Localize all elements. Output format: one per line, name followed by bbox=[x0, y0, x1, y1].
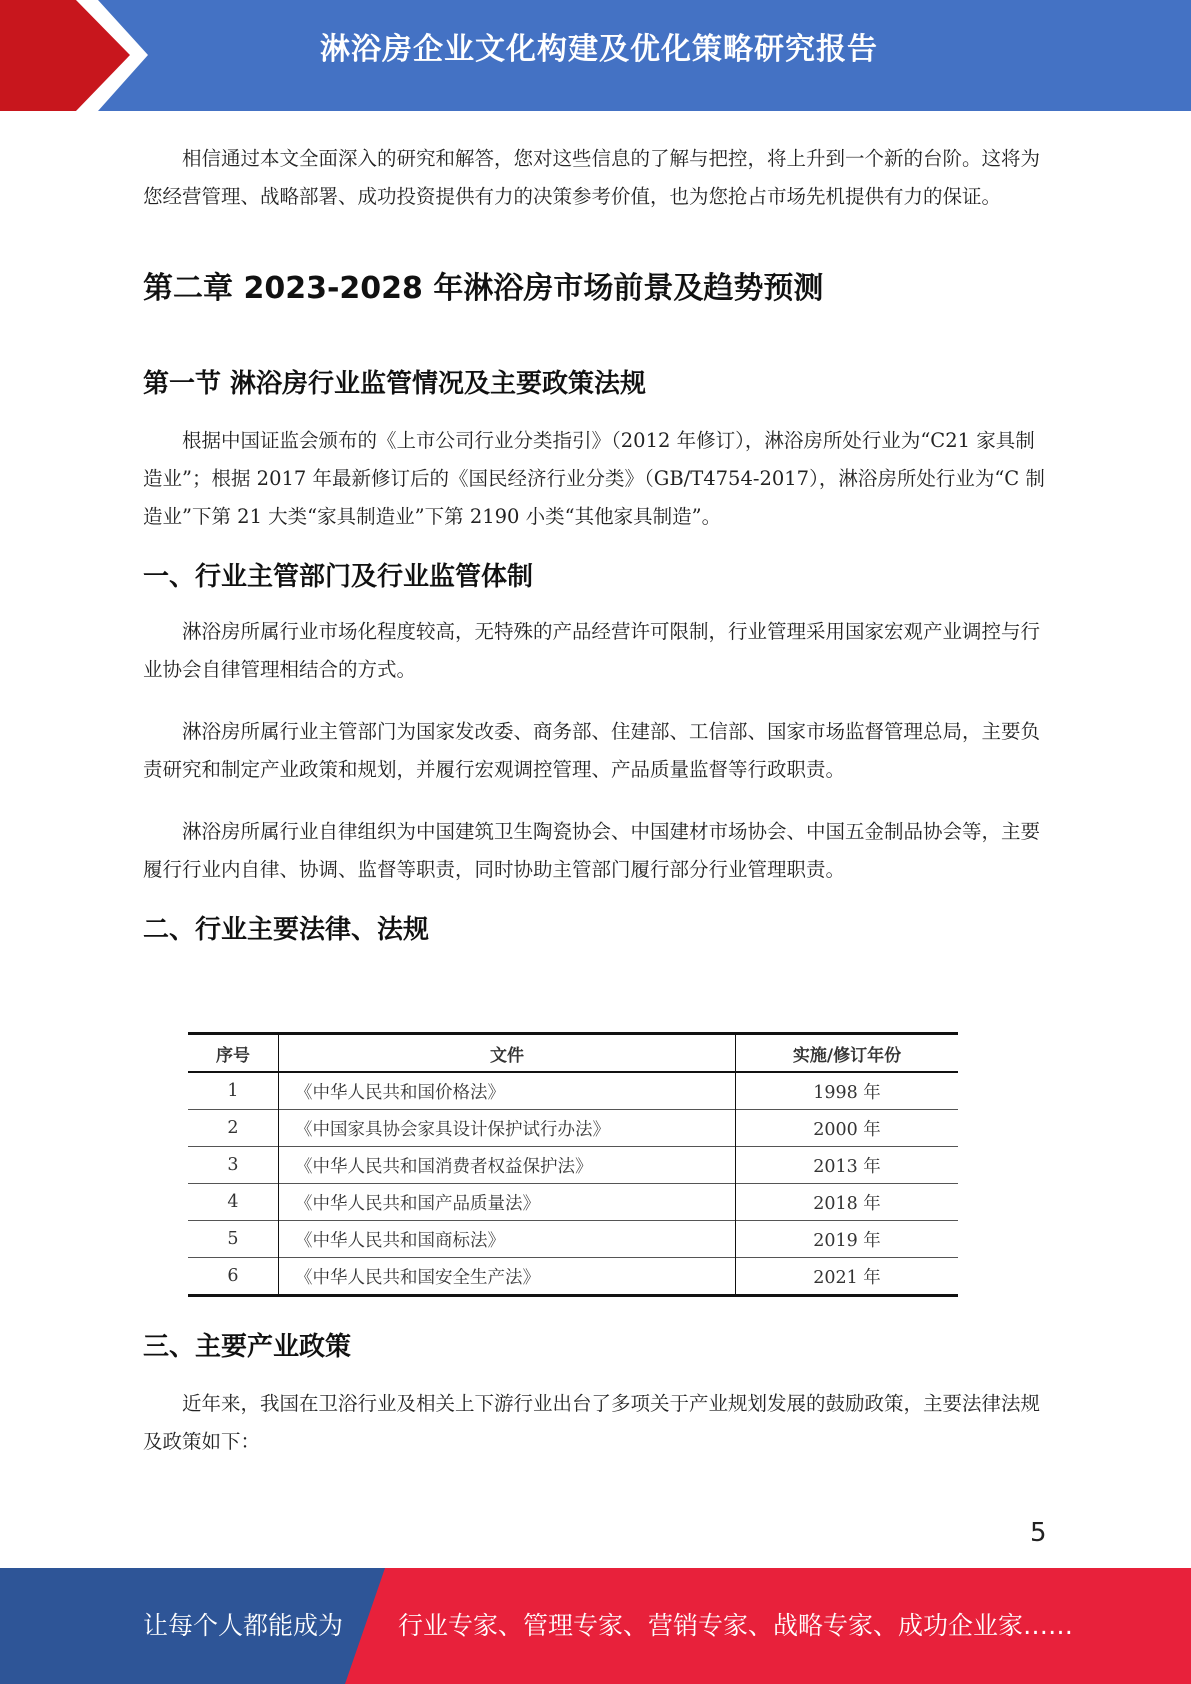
chapter-title: 第二章 2023-2028 年淋浴房市场前景及趋势预测 bbox=[143, 271, 824, 306]
page-content bbox=[143, 140, 1048, 946]
page-footer bbox=[0, 1568, 1191, 1684]
paragraph-3: 淋浴房所属行业自律组织为中国建筑卫生陶瓷协会、中国建材市场协会、中国五金制品协会等，主要履行行业内自律、协调、监督等职责，同时协助主管部门履行部分行业管理职责。 bbox=[143, 820, 1041, 881]
cell-index: 5 bbox=[188, 1221, 279, 1258]
cell-document: 《中华人民共和国价格法》 bbox=[279, 1072, 736, 1110]
footer-slogan-left: 让每个人都能成为 bbox=[143, 1611, 344, 1640]
subsection-title-1: 一、行业主管部门及行业监管体制 bbox=[143, 562, 534, 592]
cell-document: 《中国家具协会家具设计保护试行办法》 bbox=[279, 1110, 736, 1147]
cell-index: 3 bbox=[188, 1147, 279, 1184]
paragraph-policy: 近年来，我国在卫浴行业及相关上下游行业出台了多项关于产业规划发展的鼓励政策，主要法律法规及政策如下： bbox=[143, 1392, 1041, 1453]
cell-document: 《中华人民共和国产品质量法》 bbox=[279, 1184, 736, 1221]
subsection-title-2: 二、行业主要法律、法规 bbox=[143, 915, 430, 945]
cell-index: 1 bbox=[188, 1072, 279, 1110]
table-row bbox=[188, 1258, 958, 1296]
cell-index: 6 bbox=[188, 1258, 279, 1296]
cell-year: 2013 年 bbox=[813, 1156, 881, 1177]
law-table bbox=[188, 1032, 958, 1297]
table-row bbox=[188, 1072, 958, 1110]
table-header-row bbox=[188, 1034, 958, 1073]
table-row bbox=[188, 1184, 958, 1221]
col-header-index: 序号 bbox=[188, 1034, 279, 1073]
col-header-year: 实施/修订年份 bbox=[792, 1045, 902, 1066]
cell-year: 2018 年 bbox=[813, 1193, 881, 1214]
table-row bbox=[188, 1147, 958, 1184]
paragraph-2: 淋浴房所属行业主管部门为国家发改委、商务部、住建部、工信部、国家市场监督管理总局，主要负责研究和制定产业政策和规划，并履行宏观调控管理、产品质量监督等行政职责。 bbox=[143, 720, 1041, 781]
page-content-bottom bbox=[143, 1326, 1048, 1461]
paragraph-1: 淋浴房所属行业市场化程度较高，无特殊的产品经营许可限制，行业管理采用国家宏观产业调控与行业协会自律管理相结合的方式。 bbox=[143, 620, 1041, 681]
table-row bbox=[188, 1110, 958, 1147]
cell-index: 4 bbox=[188, 1184, 279, 1221]
section-title: 第一节 淋浴房行业监管情况及主要政策法规 bbox=[143, 369, 647, 399]
cell-document: 《中华人民共和国消费者权益保护法》 bbox=[279, 1147, 736, 1184]
subsection-title-3: 三、主要产业政策 bbox=[143, 1332, 352, 1362]
intro-paragraph: 相信通过本文全面深入的研究和解答，您对这些信息的了解与把控，将上升到一个新的台阶。这将为您经营管理、战略部署、成功投资提供有力的决策参考价值，也为您抢占市场先机提供有力的保证。 bbox=[143, 147, 1041, 208]
section-paragraph: 根据中国证监会颁布的《上市公司行业分类指引》（2012 年修订），淋浴房所处行业为“C21 家具制造业”；根据 2017 年最新修订后的《国民经济行业分类》（GB/T4754-2017），淋浴房所处行业为“C 制造业”下第 21 大类“家具制造业”下第 2190 小类“其他家具制造”。 bbox=[143, 429, 1045, 528]
table-row bbox=[188, 1221, 958, 1258]
col-header-document: 文件 bbox=[279, 1034, 736, 1073]
cell-year: 1998 年 bbox=[813, 1082, 881, 1103]
cell-index: 2 bbox=[188, 1110, 279, 1147]
page-number: 5 bbox=[1030, 1518, 1047, 1548]
cell-document: 《中华人民共和国安全生产法》 bbox=[279, 1258, 736, 1296]
page-header bbox=[0, 0, 1191, 111]
report-title: 淋浴房企业文化构建及优化策略研究报告 bbox=[320, 32, 878, 67]
footer-slogan-right: 行业专家、管理专家、营销专家、战略专家、成功企业家…… bbox=[398, 1611, 1074, 1640]
cell-document: 《中华人民共和国商标法》 bbox=[279, 1221, 736, 1258]
cell-year: 2000 年 bbox=[813, 1119, 881, 1140]
cell-year: 2021 年 bbox=[813, 1267, 881, 1288]
cell-year: 2019 年 bbox=[813, 1230, 881, 1251]
